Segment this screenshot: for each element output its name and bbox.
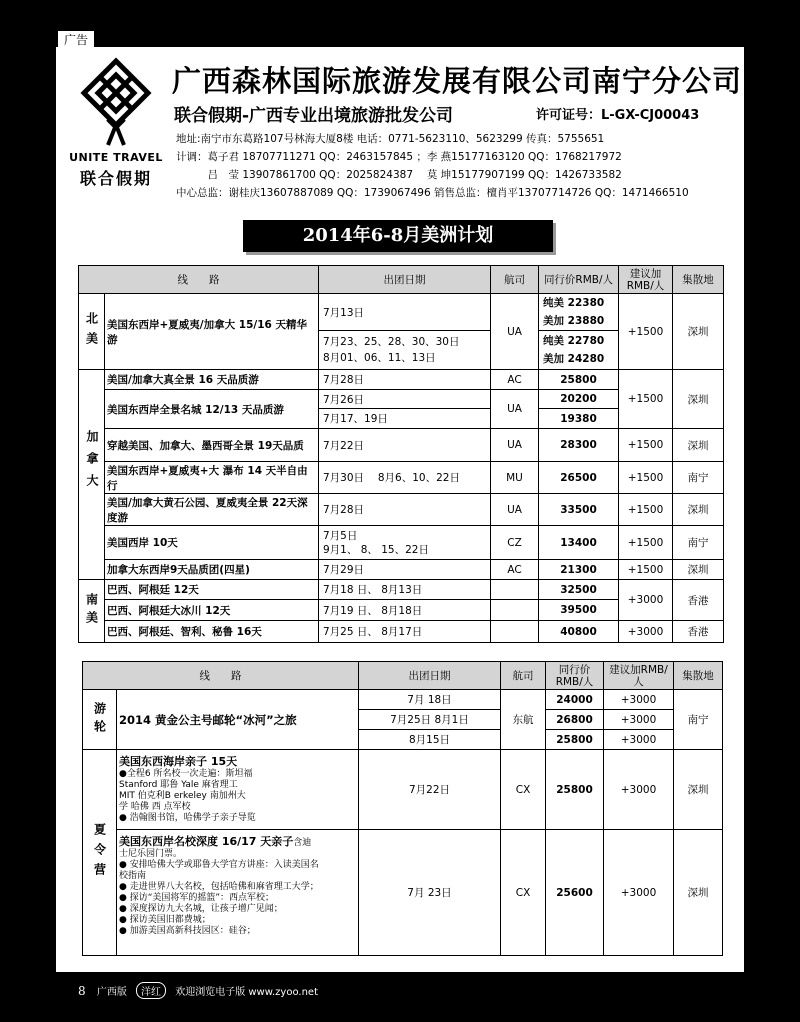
page-number: 8 — [78, 984, 86, 998]
departure-city: 香港 — [673, 621, 724, 643]
camp-desc-line: 学 哈佛 西 点军校 — [119, 802, 191, 812]
departure-dates: 7月25日 8月1日 — [359, 710, 501, 730]
price-value: 20200 — [539, 390, 619, 409]
suggest-price: +1500 — [619, 294, 673, 370]
edition-label: 广西版 — [96, 987, 127, 998]
camp-desc-line: ● 探访美国旧都费城； — [119, 915, 211, 925]
route-name: 美国/加拿大黄石公园、夏威夷全景 22天深度游 — [105, 494, 319, 526]
chinese-knot-logo-icon — [78, 57, 154, 149]
logo — [66, 57, 166, 197]
departure-dates: 8月15日 — [359, 730, 501, 750]
table-row — [79, 462, 724, 494]
departure-city: 深圳 — [673, 429, 724, 462]
route-name: 巴西、阿根廷 12天 — [105, 580, 319, 600]
departure-city: 南宁 — [673, 526, 724, 560]
airline: UA — [491, 429, 539, 462]
brand-badge: 洋红 — [136, 982, 166, 999]
table-row — [83, 750, 723, 830]
company-name: 广西森林国际旅游发展有限公司南宁分公司 — [172, 64, 743, 98]
page — [56, 47, 744, 972]
departure-dates: 7月29日 — [319, 560, 491, 580]
route-name: 2014 黄金公主号邮轮“冰河”之旅 — [117, 690, 359, 750]
suggest-price: +1500 — [619, 526, 673, 560]
departure-city: 深圳 — [673, 560, 724, 580]
airline: CZ — [491, 526, 539, 560]
director-line: 中心总监：谢桂庆13607887089 QQ：1739067496 销售总监：檀肖平13707714726 QQ：1471466510 — [176, 187, 689, 199]
region-summer-camp: 夏令营 — [83, 750, 117, 956]
section-banner: 2014年6-8月美洲计划 — [243, 220, 553, 252]
header-price: 同行价RMB/人 — [539, 266, 619, 294]
departure-dates: 7月22日 — [319, 429, 491, 462]
departure-city: 深圳 — [673, 294, 724, 370]
camp-desc-line: 校指南 — [119, 871, 147, 881]
camp-title: 美国东西岸名校深度 16/17 天亲子 — [119, 835, 294, 848]
license-number: 许可证号：L-GX-CJ00043 — [536, 108, 700, 123]
region-south-america: 南美 — [79, 580, 105, 643]
price-value: 美加 24280 — [543, 353, 605, 365]
camp-desc-line: MIT 伯克利B erkeley 南加州大 — [119, 791, 246, 801]
header-city: 集散地 — [673, 266, 724, 294]
ad-tag: 广告 — [57, 30, 95, 50]
route-name: 巴西、阿根廷、智利、秘鲁 16天 — [105, 621, 319, 643]
camp-item — [117, 750, 359, 830]
logo-english: UNITE TRAVEL — [69, 151, 163, 164]
cruise-camp-table — [82, 661, 723, 956]
table-row — [79, 429, 724, 462]
airline — [491, 580, 539, 600]
airline: UA — [491, 294, 539, 370]
camp-desc-line: ● 深度探访九大名城，让孩子增广见闻； — [119, 904, 283, 914]
camp-desc-line: Stanford 耶鲁 Yale 麻省理工 — [119, 780, 238, 790]
airline: UA — [491, 494, 539, 526]
camp-item — [117, 830, 359, 956]
price-value: 纯美 22380 — [543, 297, 605, 309]
suggest-price: +1500 — [619, 370, 673, 429]
table-row — [79, 526, 724, 560]
header-dates: 出团日期 — [359, 662, 501, 690]
airline: 东航 — [501, 690, 546, 750]
departure-dates: 7月17、19日 — [319, 409, 491, 429]
departure-dates: 7月30日 8月6、10、22日 — [319, 462, 491, 494]
airline: MU — [491, 462, 539, 494]
departure-city: 南宁 — [674, 690, 723, 750]
price-value: 33500 — [539, 494, 619, 526]
price-value: 26500 — [539, 462, 619, 494]
header-airline: 航司 — [491, 266, 539, 294]
price-value: 28300 — [539, 429, 619, 462]
airline: UA — [491, 390, 539, 429]
table-row — [79, 494, 724, 526]
airline — [491, 621, 539, 643]
header-route: 线 路 — [79, 266, 319, 294]
route-name: 美国西岸 10天 — [105, 526, 319, 560]
departure-dates: 7月26日 — [319, 390, 491, 409]
airline: CX — [501, 830, 546, 956]
departure-dates: 7月25 日、 8月17日 — [319, 621, 491, 643]
table-header — [83, 662, 723, 690]
departure-dates: 7月23、25、28、30、30日 8月01、06、11、13日 — [319, 331, 491, 370]
contact-line-2: 吕 莹 13907861700 QQ：2025824387 莫 坤15177907199 QQ：1426733582 — [176, 169, 622, 181]
departure-dates: 7月13日 — [319, 294, 491, 331]
camp-desc-line: ● 安排哈佛大学或耶鲁大学官方讲座：入读美国名 — [119, 860, 319, 870]
price-value: 24000 — [546, 690, 604, 710]
camp-desc-line: 士尼乐园门票。 — [119, 849, 183, 859]
header-price: 同行价RMB/人 — [546, 662, 604, 690]
region-canada: 加拿大 — [79, 370, 105, 580]
departure-city: 深圳 — [674, 830, 723, 956]
table-row — [79, 294, 724, 331]
suggest-price: +3000 — [604, 750, 674, 830]
price-value: 21300 — [539, 560, 619, 580]
route-name: 加拿大东西岸9天品质团(四星) — [105, 560, 319, 580]
suggest-price: +3000 — [604, 710, 674, 730]
header-route: 线 路 — [83, 662, 359, 690]
camp-desc-line: ● 加游美国高新科技园区：硅谷； — [119, 926, 256, 936]
route-name: 美国东西岸+夏威夷/加拿大 15/16 天精华游 — [105, 294, 319, 370]
route-name: 巴西、阿根廷大冰川 12天 — [105, 600, 319, 621]
airline — [491, 600, 539, 621]
region-north-america: 北美 — [79, 294, 105, 370]
departure-city: 香港 — [673, 580, 724, 621]
camp-title-suffix: 含迪 — [293, 838, 312, 848]
camp-desc-line: ● 浩翰图书馆，哈佛学子亲子导览 — [119, 813, 256, 823]
logo-chinese: 联合假期 — [79, 169, 152, 188]
table-row — [79, 621, 724, 643]
departure-dates: 7月 23日 — [359, 830, 501, 956]
camp-desc-line: ●全程6 所名校一次走遍：斯坦福 — [119, 769, 253, 779]
price-value: 19380 — [539, 409, 619, 429]
camp-desc-line: ● 走进世界八大名校，包括哈佛和麻省理工大学； — [119, 882, 319, 892]
suggest-price: +1500 — [619, 494, 673, 526]
price-value: 13400 — [539, 526, 619, 560]
airline: AC — [491, 370, 539, 390]
price-value: 32500 — [539, 580, 619, 600]
price-value: 25800 — [546, 730, 604, 750]
price-value: 39500 — [539, 600, 619, 621]
footer-website[interactable]: 欢迎浏览电子版 www.zyoo.net — [175, 987, 318, 998]
suggest-price: +3000 — [619, 621, 673, 643]
route-name: 美国东西岸+夏威夷+大 瀑布 14 天半自由行 — [105, 462, 319, 494]
airline: AC — [491, 560, 539, 580]
departure-dates: 7月5日 9月1、 8、 15、22日 — [319, 526, 491, 560]
airline: CX — [501, 750, 546, 830]
route-name: 美国东西岸全景名城 12/13 天品质游 — [105, 390, 319, 429]
price-value: 26800 — [546, 710, 604, 730]
suggest-price: +1500 — [619, 462, 673, 494]
table-row — [83, 690, 723, 710]
header-suggest: 建议加RMB/人 — [619, 266, 673, 294]
route-name: 穿越美国、加拿大、墨西哥全景 19天品质 — [105, 429, 319, 462]
suggest-price: +3000 — [604, 730, 674, 750]
header-city: 集散地 — [674, 662, 723, 690]
price-value: 25800 — [539, 370, 619, 390]
address-line: 地址:南宁市东葛路107号林海大厦8楼 电话：0771-5623110、5623299 传真：5755651 — [176, 133, 605, 145]
suggest-price: +1500 — [619, 560, 673, 580]
header-dates: 出团日期 — [319, 266, 491, 294]
suggest-price: +3000 — [604, 690, 674, 710]
departure-dates: 7月19 日、 8月18日 — [319, 600, 491, 621]
departure-dates: 7月22日 — [359, 750, 501, 830]
departure-dates: 7月28日 — [319, 494, 491, 526]
suggest-price: +1500 — [619, 429, 673, 462]
table-row — [79, 580, 724, 600]
price-value: 40800 — [539, 621, 619, 643]
camp-title: 美国东西海岸亲子 15天 — [119, 755, 238, 768]
price-value: 美加 23880 — [543, 315, 605, 327]
departure-city: 深圳 — [673, 494, 724, 526]
header-suggest: 建议加RMB/人 — [604, 662, 674, 690]
departure-dates: 7月 18日 — [359, 690, 501, 710]
page-footer — [78, 982, 318, 999]
suggest-price: +3000 — [619, 580, 673, 621]
company-subtitle: 联合假期-广西专业出境旅游批发公司 — [174, 106, 454, 126]
america-table — [78, 265, 724, 643]
departure-dates: 7月28日 — [319, 370, 491, 390]
departure-city: 深圳 — [674, 750, 723, 830]
table-row — [79, 370, 724, 390]
header-airline: 航司 — [501, 662, 546, 690]
camp-desc-line: ● 探访“美国将军的摇篮”：西点军校； — [119, 893, 275, 903]
price-value: 25600 — [546, 830, 604, 956]
price-value: 纯美 22780 — [543, 335, 605, 347]
route-name: 美国/加拿大真全景 16 天品质游 — [105, 370, 319, 390]
table-row — [83, 830, 723, 956]
suggest-price: +3000 — [604, 830, 674, 956]
price-value: 25800 — [546, 750, 604, 830]
departure-city: 深圳 — [673, 370, 724, 429]
contact-line-1: 计调：葛子君 18707711271 QQ：2463157845 ；李 燕15177163120 QQ：1768217972 — [176, 151, 622, 163]
departure-dates: 7月18 日、 8月13日 — [319, 580, 491, 600]
region-cruise: 游轮 — [83, 690, 117, 750]
table-row — [79, 560, 724, 580]
table-header — [79, 266, 724, 294]
departure-city: 南宁 — [673, 462, 724, 494]
